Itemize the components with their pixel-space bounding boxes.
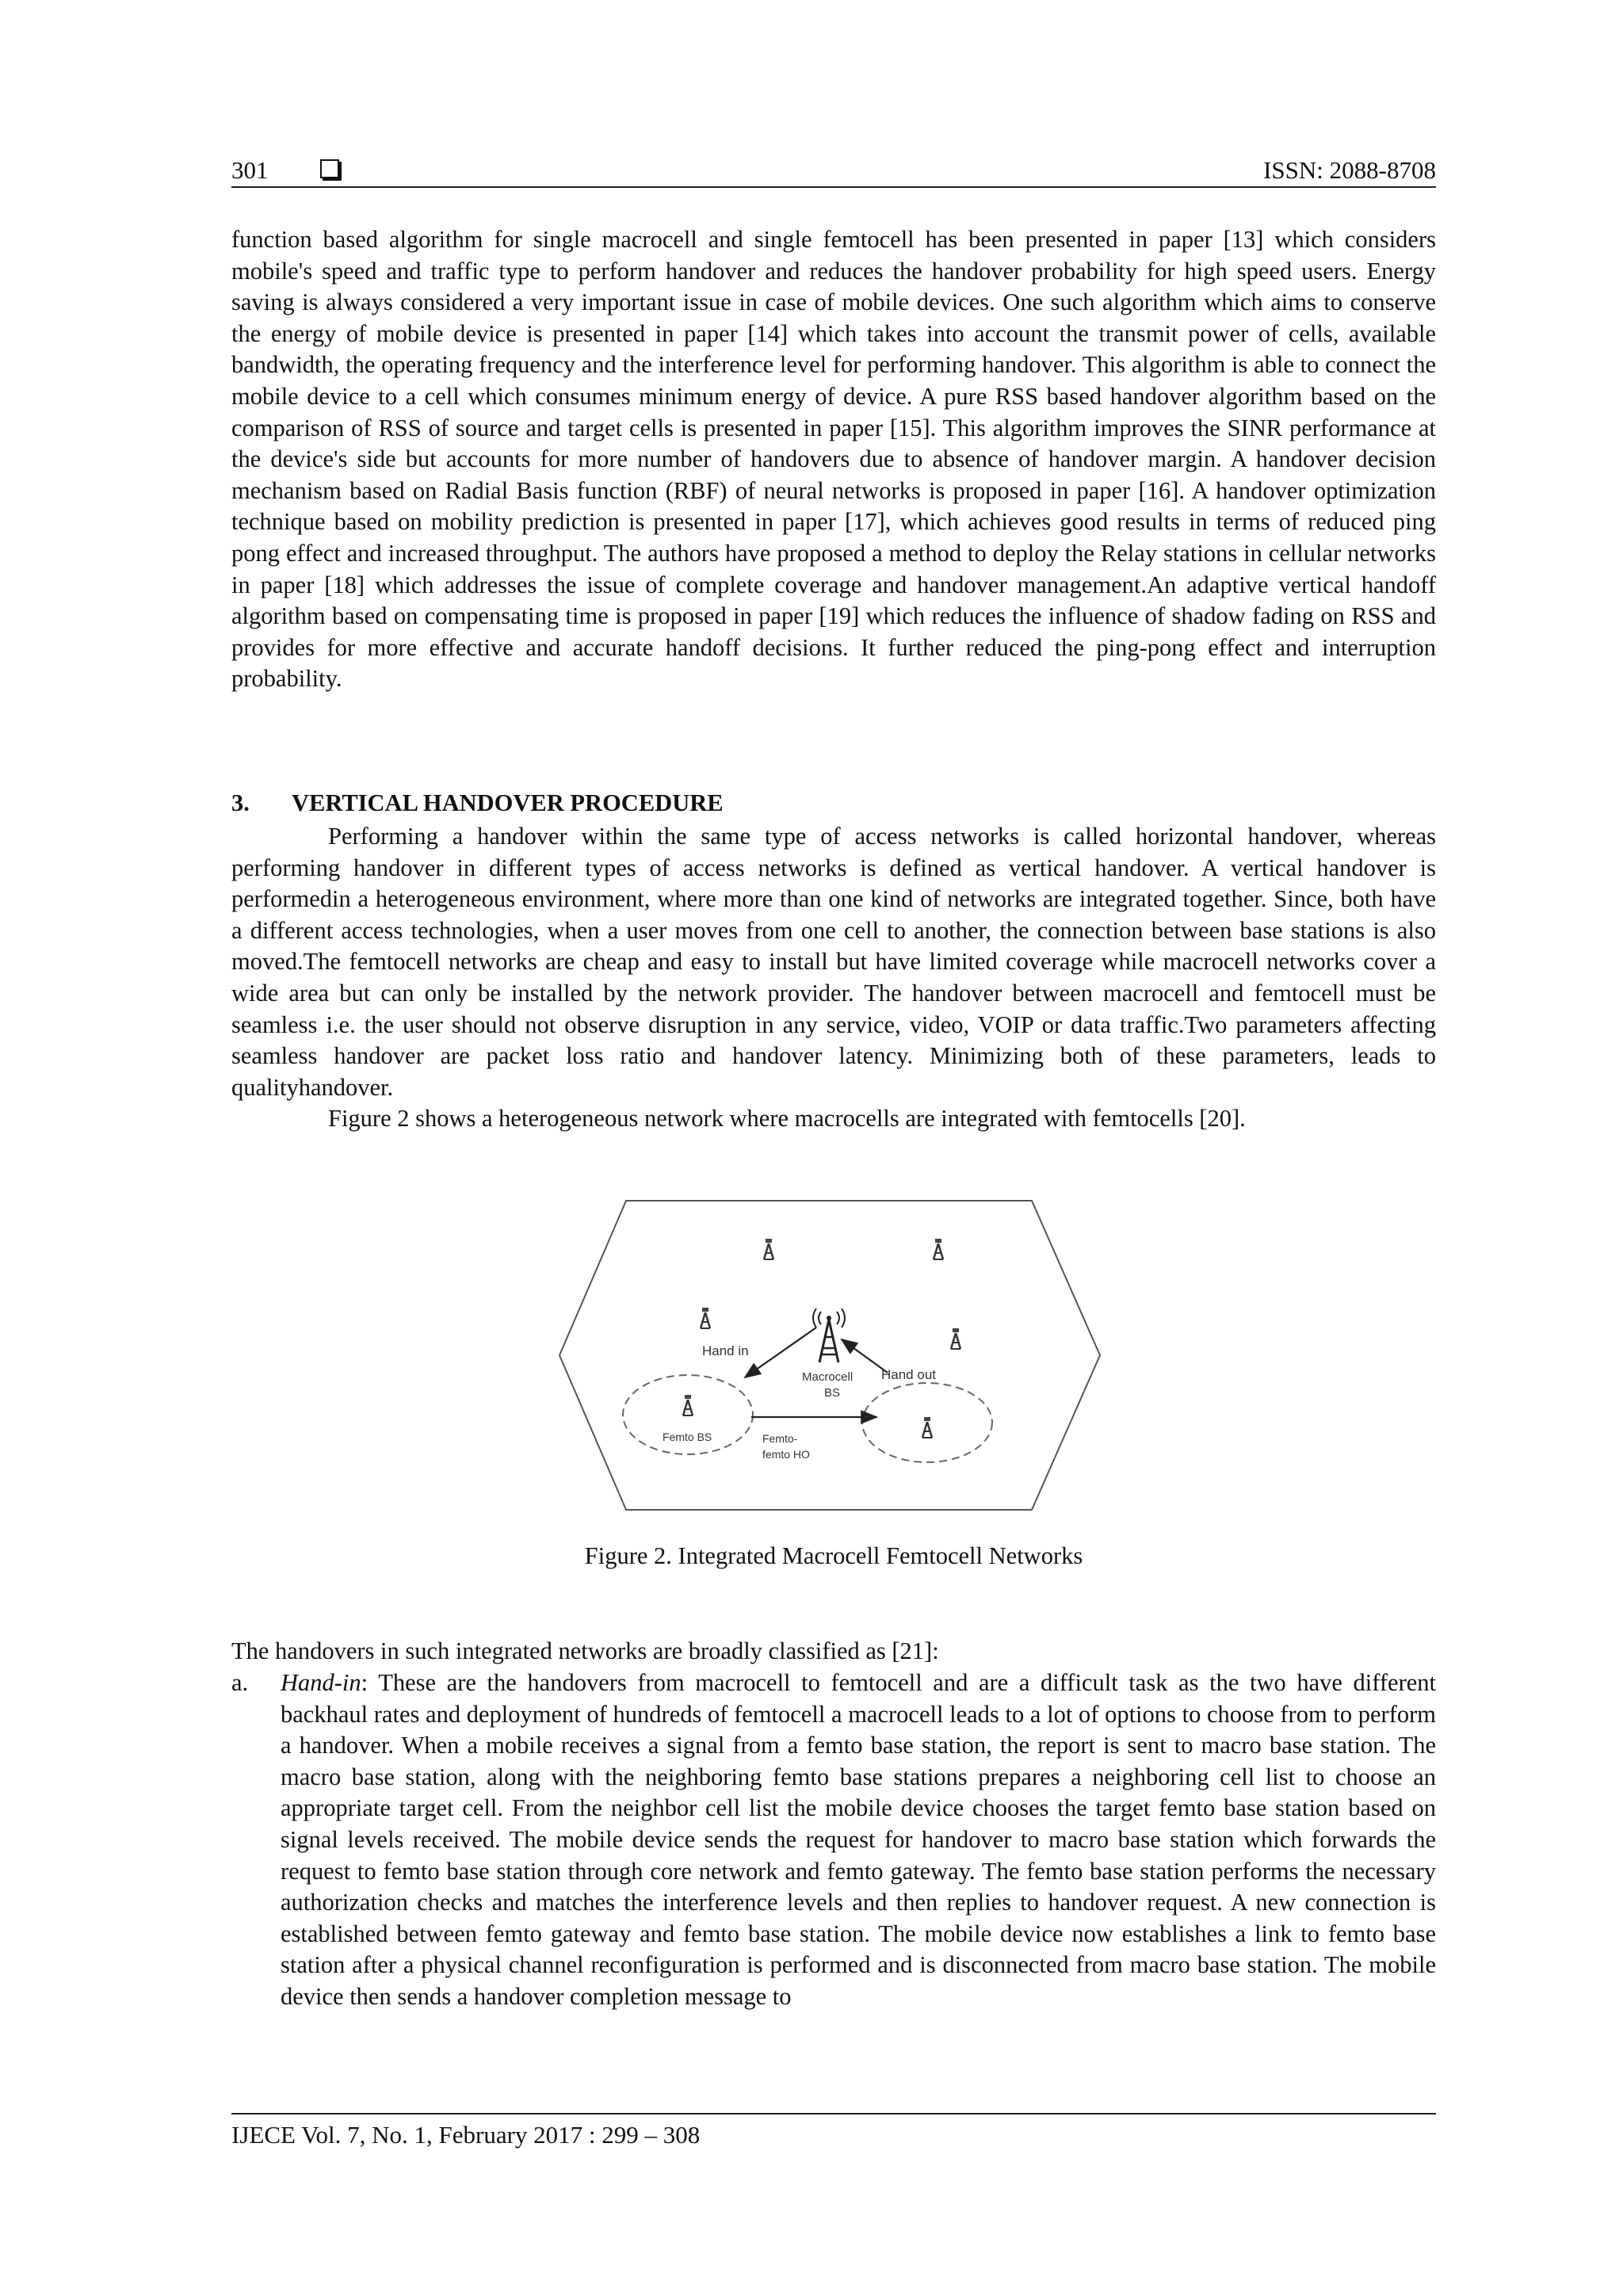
list-item-term: Hand-in bbox=[281, 1669, 361, 1696]
classification-intro: The handovers in such integrated networks are broadly classified as [21]: bbox=[231, 1637, 939, 1664]
checkbox-square-icon bbox=[320, 159, 339, 178]
issn-label: ISSN: 2088-8708 bbox=[1263, 156, 1436, 184]
page-header bbox=[231, 155, 1436, 188]
network-diagram bbox=[555, 1197, 1103, 1514]
femto-antenna-icon bbox=[701, 1308, 710, 1328]
list-item-body bbox=[281, 1668, 1436, 2013]
list-item bbox=[231, 1668, 1436, 2013]
label-bs: BS bbox=[824, 1386, 841, 1400]
femto-antenna-icon bbox=[764, 1239, 773, 1259]
section-heading bbox=[231, 789, 724, 817]
macrocell-tower-icon bbox=[813, 1308, 845, 1362]
label-hand-out: Hand out bbox=[881, 1367, 936, 1382]
paragraph-text: function based algorithm for single macrocell and single femtocell has been presented in paper [13] which considers mobile's speed and traffic type to perform handover and reduces the handover probability for high speed users. Energy saving is always considered a very important issue in case of mobile devices. One such algorithm which aims to conserve the energy of mobile device is presented in paper [14] which takes into account the transmit power of cells, available bandwidth, the operating frequency and the interference level for performing handover. This algorithm is able to connect the mobile device to a cell which consumes minimum energy of device. A pure RSS based handover algorithm based on the comparison of RSS of source and target cells is presented in paper [15]. This algorithm improves the SINR performance at the device's side but accounts for more number of handovers due to absence of handover margin. A handover decision mechanism based on Radial Basis function (RBF) of neural networks is proposed in paper [16]. A handover optimization technique based on mobility prediction is presented in paper [17], which achieves good results in terms of reduced ping pong effect and increased throughput. The authors have proposed a method to deploy the Relay stations in cellular networks in paper [18] which addresses the issue of complete coverage and handover management.An adaptive vertical handoff algorithm based on compensating time is proposed in paper [19] which reduces the influence of shadow fading on RSS and provides for more effective and accurate handoff decisions. It further reduced the ping-pong effect and interruption probability. bbox=[231, 226, 1436, 693]
body-paragraph-vertical-handover bbox=[231, 821, 1436, 1135]
label-femto-ho: femto HO bbox=[762, 1448, 810, 1461]
label-femto-dash: Femto- bbox=[762, 1432, 798, 1445]
paragraph-figure-reference: Figure 2 shows a heterogeneous network where macrocells are integrated with femtocells [20]. bbox=[328, 1105, 1246, 1133]
label-femto-bs: Femto BS bbox=[663, 1431, 712, 1443]
page-number: 301 bbox=[231, 156, 269, 184]
femto-antenna-icon bbox=[922, 1417, 932, 1438]
label-macrocell: Macrocell bbox=[802, 1370, 854, 1384]
figure-caption: Figure 2. Integrated Macrocell Femtocell Networks bbox=[584, 1542, 1083, 1569]
section-title: VERTICAL HANDOVER PROCEDURE bbox=[292, 789, 724, 816]
list-marker: a. bbox=[231, 1669, 249, 1696]
paragraph-text: Performing a handover within the same type of access networks is called horizontal handover, whereas performing handover in different types of access networks is defined as vertical handover. A vertical handover is performedin a heterogeneous environment, where more than one kind of networks are integrated together. Since, both have a different access technologies, when a user moves from one cell to another, the connection between base stations is also moved.The femtocell networks are cheap and easy to install but have limited coverage while macrocell networks cover a wide area but can only be installed by the network provider. The handover between macrocell and femtocell must be seamless i.e. the user should not observe disruption in any service, video, VOIP or data traffic.Two parameters affecting seamless handover are packet loss ratio and handover latency. Minimizing both of these parameters, leads to qualityhandover. bbox=[231, 823, 1436, 1101]
body-paragraph-related-work bbox=[231, 224, 1436, 695]
section-number: 3. bbox=[231, 789, 250, 816]
femto-antenna-icon bbox=[683, 1395, 693, 1415]
label-hand-in: Hand in bbox=[702, 1343, 749, 1358]
femto-antenna-icon bbox=[951, 1328, 960, 1349]
list-item-text: : These are the handovers from macrocell to femtocell and are a difficult task as the two have different backhaul rates and deployment of hundreds of femtocell a macrocell leads to a lot of options to choose from to perform a handover. When a mobile receives a signal from a femto base station, the report is sent to macro base station. The macro base station, along with the neighboring femto base stations prepares a neighboring cell list to choose an appropriate target cell. From the neighbor cell list the mobile device chooses the target femto base station based on signal levels received. The mobile device sends the request for handover to macro base station which forwards the request to femto base station through core network and femto gateway. The femto base station performs the necessary authorization checks and matches the interference levels and then replies to handover request. A new connection is established between femto gateway and femto base station. The mobile device now establishes a link to femto base station after a physical channel reconfiguration is performed and is disconnected from macro base station. The mobile device then sends a handover completion message to bbox=[281, 1669, 1436, 2010]
page-footer: IJECE Vol. 7, No. 1, February 2017 : 299 – 308 bbox=[231, 2113, 1436, 2149]
femto-antenna-icon bbox=[934, 1239, 943, 1259]
figure-integrated-networks bbox=[555, 1197, 1103, 1514]
